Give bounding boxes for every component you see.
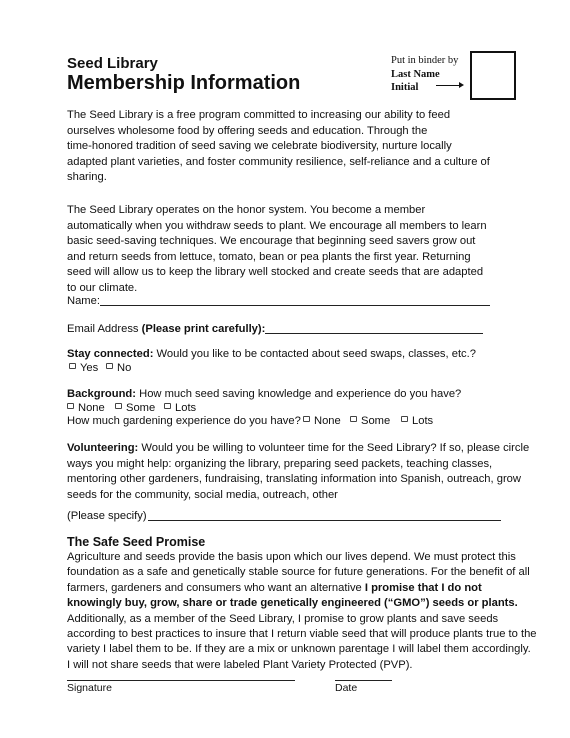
background-text: How much seed saving knowledge and experience do you have? [136,388,462,400]
promise-line: Agriculture and seeds provide the basis upon which our lives depend. We must protect this [67,551,516,563]
intro-p2-line: basic seed-saving techniques. We encourage that beginning seed savers grow out [67,235,476,248]
page-title: Membership Information [67,72,301,94]
promise-title: The Safe Seed Promise [67,535,206,549]
promise-line4-bold: knowingly buy, grow, share or trade genetically engineered (“GMO”) seeds or plants. [67,597,518,610]
stay-option-yes[interactable] [69,361,98,377]
checkbox-icon [350,416,357,422]
promise-line: Additionally, as a member of the Seed Library, I promise to grow plants and save seeds [67,612,499,625]
checkbox-icon [69,363,76,369]
specify-field[interactable] [148,508,501,521]
promise-line: variety I label them to be. If they are a mix or unknown parentage I will label them accordingly. [67,643,531,656]
binder-note [391,54,458,95]
stay-connected-label: Stay connected: [67,348,154,360]
specify-label: (Please specify) [67,510,147,522]
email-label-text: Email Address [67,323,142,335]
gardening-option-lots[interactable] [401,414,433,430]
checkbox-icon [67,403,74,409]
volunteering-line: ways you might help: organizing the library, preparing seed packets, teaching classes, [67,457,493,470]
intro-p2-line: and return seeds from lettuce, tomato, bean or pea plants the first year. Returning [67,250,471,263]
checkbox-icon [303,416,310,422]
volunteering-line: seeds for the community, social media, outreach, other [67,488,338,501]
gardening-question: How much gardening experience do you have? [67,415,301,427]
gardening-option-none[interactable] [303,414,341,430]
checkbox-icon [401,416,408,422]
promise-line [67,596,518,612]
option-label: Yes [80,362,99,374]
promise-line: according to best practices to insure that I return viable seed that will produce plants true to the [67,628,537,640]
gardening-option-some[interactable] [350,414,390,430]
name-field[interactable] [100,293,490,306]
promise-line [67,581,482,597]
option-label: None [78,402,105,414]
intro-p2-line: automatically when you withdraw seeds to plant. We encourage all members to learn [67,219,487,232]
email-note: (Please print carefully): [141,323,266,335]
option-label: Lots [412,415,434,427]
promise-line: I will not share seeds that were labeled Plant Variety Protected (PVP). [67,658,413,671]
option-label: Some [361,415,391,427]
binder-note-line3: Initial [391,82,419,93]
intro-p2-line: to our climate. [67,282,138,294]
background-label: Background: [67,388,136,400]
date-field[interactable] [335,668,392,681]
intro-p2-line: The Seed Library operates on the honor system. You become a member [67,204,426,216]
stay-connected-text: Would you like to be contacted about seed swaps, classes, etc.? [153,348,476,360]
intro-p1-line: sharing. [67,171,107,184]
option-label: No [117,362,132,374]
volunteering-text: Would you be willing to volunteer time for the Seed Library? If so, please circle [138,442,530,454]
checkbox-icon [115,403,122,409]
signature-label: Signature [67,682,112,694]
promise-line3-text: farmers, gardeners and consumers who want an alternative [67,581,365,594]
volunteering-line: mentoring other gardeners, fundraising, translating information into Spanish, outreach, grow [67,473,521,486]
intro-p1-line: The Seed Library is a free program committed to increasing our ability to feed [67,109,451,121]
stay-option-no[interactable] [106,361,131,377]
binder-note-line2: Last Name [391,68,440,80]
intro-p1-line: time-honored tradition of seed saving we celebrate biodiversity, nurture locally [67,140,452,153]
arrow-right-icon [459,82,464,88]
option-label: Some [126,402,156,414]
checkbox-icon [164,403,171,409]
name-label: Name: [67,295,100,307]
volunteering-question [67,441,529,457]
title-small: Seed Library [67,55,158,72]
volunteering-label: Volunteering: [67,442,139,454]
initial-box[interactable] [470,51,516,100]
intro-p2-line: seed will allow us to keep the library well stocked and create seeds that are adapted [67,266,484,279]
binder-note-line1: Put in binder by [391,55,459,66]
promise-line3-bold: I promise that I do not [364,581,482,594]
promise-line: foundation as a safe and genetically stable source for future generations. For the benefit of all [67,566,530,579]
option-label: None [314,415,341,427]
checkbox-icon [106,363,113,369]
email-field[interactable] [265,321,483,334]
signature-field[interactable] [67,668,295,681]
date-label: Date [335,682,358,694]
intro-p1-line: adapted plant varieties, and foster community resilience, self-reliance and a culture of [67,155,490,168]
email-label [67,322,265,338]
option-label: Lots [175,402,197,414]
intro-p1-line: ourselves wholesome food by offering seeds and education. Through the [67,124,428,137]
